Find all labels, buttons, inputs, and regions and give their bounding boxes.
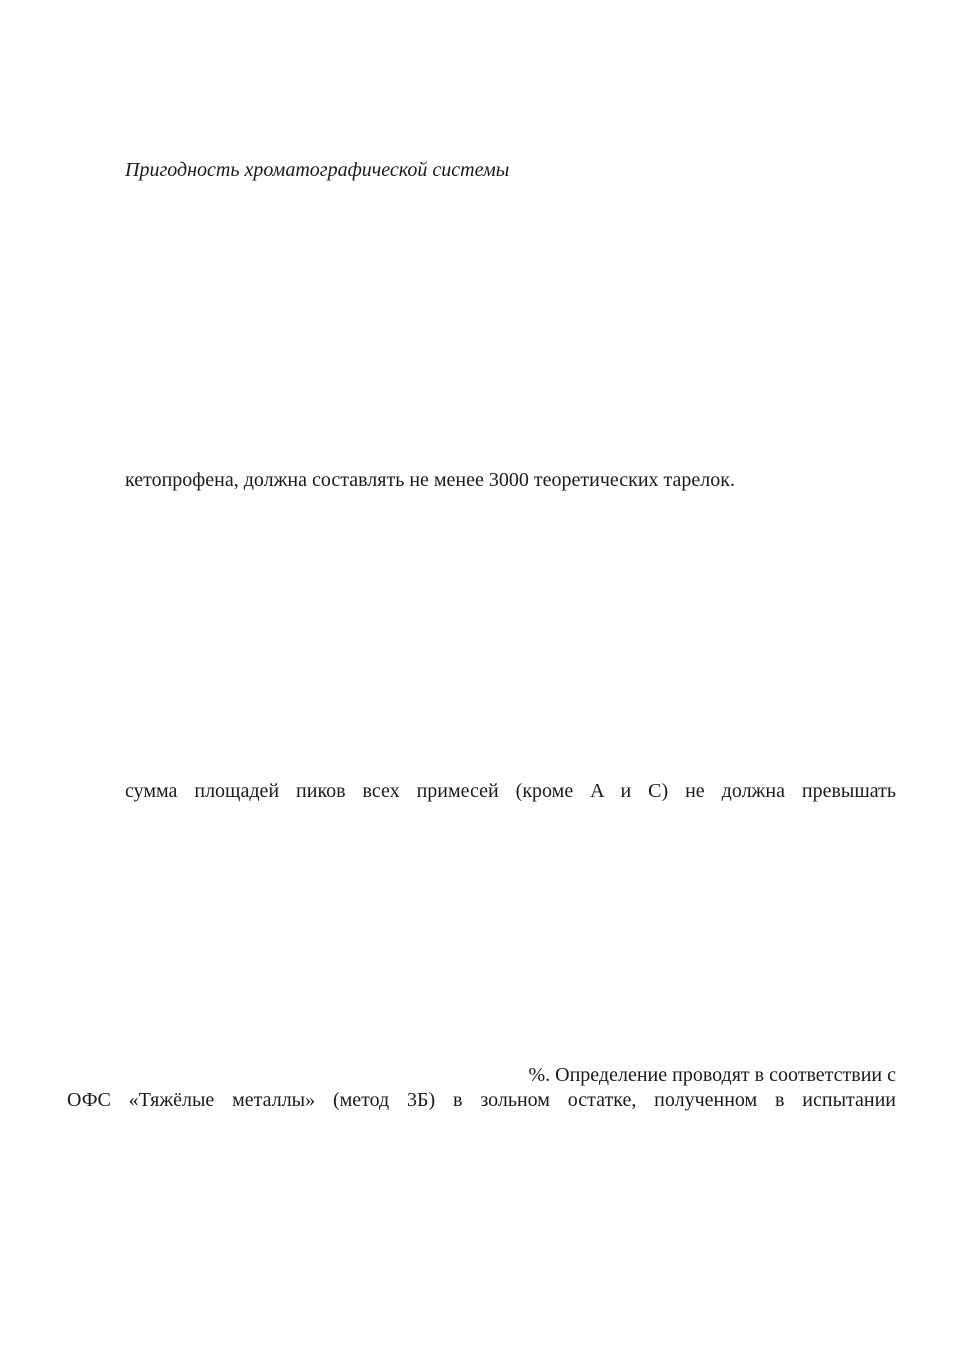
paragraph-line-4: ОФС «Тяжёлые металлы» (метод 3Б) в зольном остатке, полученном в испытании	[67, 1089, 896, 1111]
paragraph-line-2: сумма площадей пиков всех примесей (кроме A и C) не должна превышать	[125, 780, 896, 802]
section-heading: Пригодность хроматографической системы	[125, 159, 510, 181]
paragraph-line-3: %. Определение проводят в соответствии с	[528, 1064, 896, 1086]
paragraph-line-1: кетопрофена, должна составлять не менее 3000 теоретических тарелок.	[125, 469, 735, 491]
